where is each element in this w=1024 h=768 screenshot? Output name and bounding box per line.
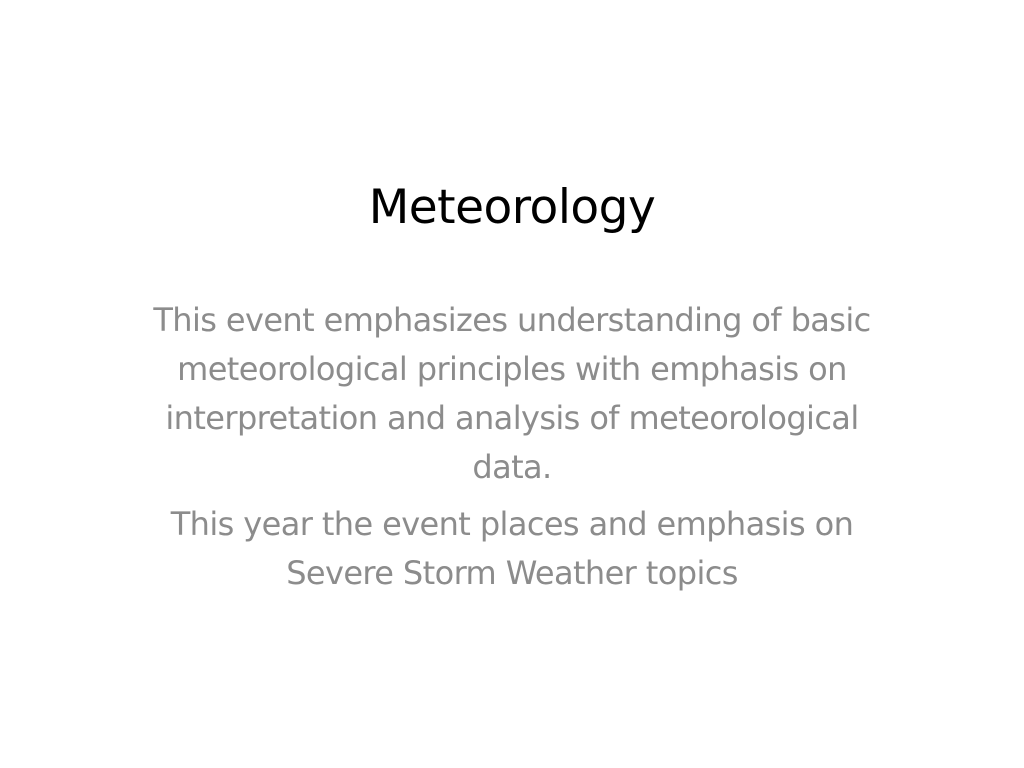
body-paragraph-1: This event emphasizes understanding of basic meteorological principles with emphasis on interpretation and analysis of meteorological data. <box>153 301 871 486</box>
body-paragraph-2: This year the event places and emphasis on Severe Storm Weather topics <box>170 505 854 592</box>
slide-body <box>150 296 874 606</box>
slide-title: Meteorology <box>368 180 656 235</box>
